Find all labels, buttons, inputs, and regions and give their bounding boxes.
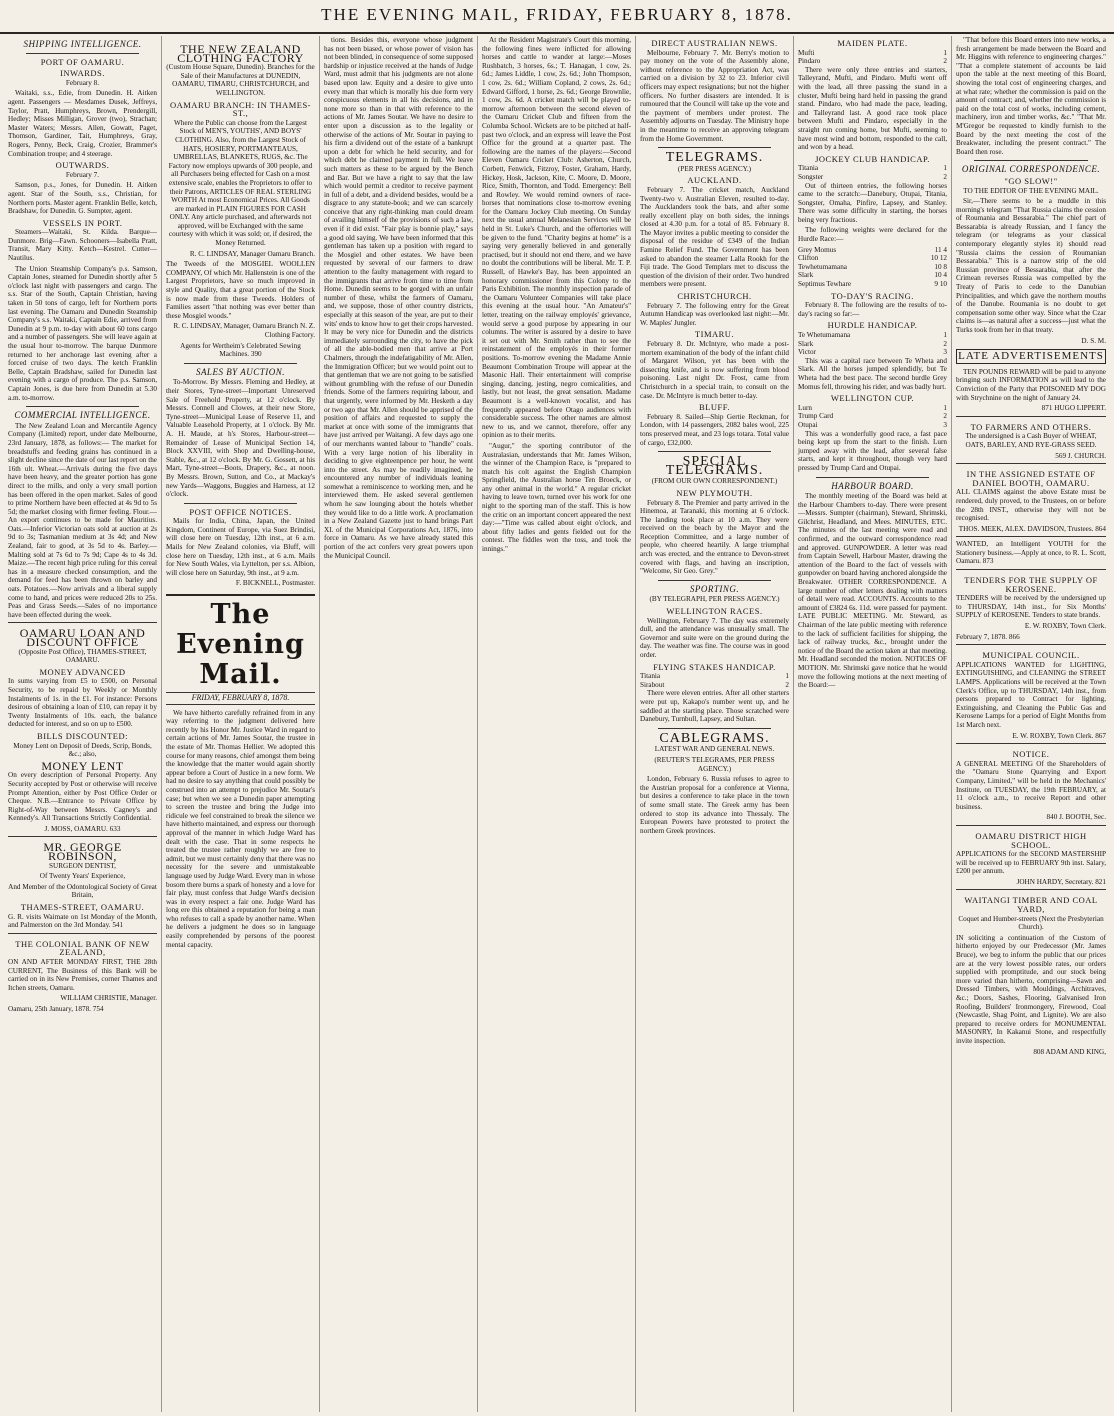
wellington-races-heading: WELLINGTON RACES.: [666, 606, 763, 617]
editorial-continued: tions. Besides this, everyone whose judgment has not been biased, or whose power of vision has not been blinded, in consequence of some supposed hardship or injustice received at the hands of Judge Ward, must admit that his judgments are not alone based upon law. Equity and a desire to give unto every man that which is morally his due form very conspicuous elements in all his decisions, and in none more so than in that with reference to the actions of Mr. James Soutar. We have no desire to enter upon a discussion as to the legality or otherwise of the actions of Mr. Soutar in paying to his firm a dividend out of the estate of a bankrupt upon a debt for which he held security, and for which debt he claimed payment in full. We leave such matters as these to be argued by the Bench and Bar. But we have a right to say that the law which would permit a creditor to receive payment in full of a debt, and a dividend besides, would be a disgrace to any statute-book; and we can scarcely conceive that any right-thinking man could dream of availing himself of the provisions of such a law, even if it did exist. "Fair play is bonnie play," says a good old saying. We have been informed that this gentleman has taken up a position with regard to the Mosgiel and other estates. We have been requested by several of our farmers to draw attention to the faulty management with regard to the immigrants that arrive from time to time from Home. Dunedin seems to be gorged with an unfair number of these, whilst the farmers of Oamaru, and, we suppose, those of other country districts, especially at this season of the year, are put to their wits' ends to know how to get their crops harvested. It may be very nice for Dunedin and the districts immediately surrounding the city, to have the pick of all the able-bodied men that arrive at Port Chalmers, through the indefatigability of Mr. Allen, the Immigration Officer; but we would point out to that gentleman that we are not going to be satisfied without grumbling with the refuse of our Dunedin friends. Some of the farmers requiring labour, and that urgently, were informed by Mr. Hesketh a day or two ago that Mr. Allen should be apprised of the position of affairs and requested to supply the market at once with some of the immigrants that have just arrived per Waitangi. A few days ago one of our merchants wanted labour to "handle" coals. With a very large notion of his liberality in deciding to give eighteenpence per hour, he went into the street. As may be readily imagined, he encountered any number of individuals leaning somewhat a reminiscence to working men, and he interviewed them. He asked several gentlemen whom he saw lounging about the hotels whether they would like to do a little work. A proclamation in a New Zealand Gazette just to hand brings Part XI. of the Municipal Corporations Act, 1876, into force in Oamaru. As we have already stated this portion of the act confers very great powers upon the Municipal Council.: [324, 36, 474, 560]
clothing-sub: (Custom House Square, Dunedin). Branches for the Sale of their Manufactures at DUNEDIN, OAMARU, TIMARU, CHRISTCHURCH, and WELLINGTON.: [166, 63, 315, 97]
outwards-date: February 7.: [65, 170, 100, 179]
estate-ad: [956, 463, 1106, 533]
special-telegrams-sub: (FROM OUR OWN CORRESPONDENT.): [651, 477, 778, 486]
notice-signature: 840 J. BOOTH, Sec.: [1046, 813, 1106, 822]
clothing-factory-ad: [166, 39, 315, 359]
result-row: Titania 1: [640, 672, 789, 681]
farmers-signature: 569 J. CHURCH.: [1055, 451, 1106, 460]
dentist-ad: [8, 836, 157, 929]
bank-title: THE COLONIAL BANK OF NEW ZEALAND,: [15, 938, 150, 958]
loan-office-ad: [8, 622, 157, 833]
cablegrams-text: London, February 6. Russia refuses to agree to the Austrian proposal for a conference at Vienna, but desires a conference to take place in the town of some small state. The Greek army has been ordered to stop its advance into Thessaly. The European Powers have protested to protect the northern Greek provinces.: [640, 775, 789, 835]
letter-to: TO THE EDITOR OF THE EVENING MAIL.: [963, 186, 1099, 195]
vessels-text: Steamers—Waitaki, St. Kilda. Barque—Dunmore. Brig—Fawn. Schooners—Isabella Pratt, Transit, Mary Kitty. Ketch—Kestrel. Cutter—Nautilus.: [8, 228, 157, 263]
port-heading: PORT OF OAMARU.: [40, 56, 125, 67]
kerosene-title: TENDERS FOR THE SUPPLY OF KEROSENE.: [964, 575, 1098, 594]
money-advanced-heading: MONEY ADVANCED: [39, 666, 126, 677]
auction-text: To-Morrow. By Messrs. Fleming and Hedley, at their Stores, Tyne-street—Important Unreserved Sale of Freehold Property, at 12 o'clock. By Messrs. Connell and Clowes, at their new Store, Tyne-street—Municipal Lease of Reserve 11, and Valuable Leasehold Property, at 1 o'clock. By Mr. A. H. Maude, at h's Stores, Harbour-street—Remainder of Lease of Municipal Section 14, Block XXVIII, with Shop and Dwelling-house, Stable, &c., at 12 o'clock. By Mr. G. Gossett, at his Mart, Tyne-street—Boots, Drapery, &c., at noon. By Messrs. Brown, Sutton, and Co., at Mackay's new Yards—Waggons, Buggies and Harness, at 12 o'clock.: [166, 378, 315, 499]
result-row: Sirabout 2: [640, 680, 789, 689]
timber-yard-ad: [956, 889, 1106, 1056]
clothing-branch: OAMARU BRANCH: IN THAMES-ST.,: [169, 99, 312, 119]
inwards-date: February 8.: [65, 78, 100, 87]
special-telegrams-heading: SPECIAL TELEGRAMS.: [665, 454, 764, 478]
wanted-text: WANTED, an Intelligent YOUTH for the Stationery business.—Apply at once, to R. L. Scott, Oamaru. 873: [956, 540, 1106, 566]
notice-ad: [956, 743, 1106, 822]
estate-title: IN THE ASSIGNED ESTATE OF DANIEL BOOTH, OAMARU.: [966, 469, 1096, 488]
hurdle-text: This was a capital race between Te Wheta and Slark. All the horses jumped splendidly, but Te Wheta had the best pace. The second hurdle Grey Momus fell, throwing his rider, and was badly hurt.: [798, 356, 947, 391]
kerosene-signature: E. W. ROXBY, Town Clerk.: [1024, 622, 1106, 631]
wellington-cup-text: This was a wonderfully good race, a fast pace being kept up from the start to the finish. Lurn jumped away with the lead, after several false starts, and kept it throughout, though very hard pressed by Trump Card and Otupai.: [798, 429, 947, 472]
auction-heading: SALES BY AUCTION.: [195, 366, 286, 377]
school-signature: JOHN HARDY, Secretary. 821: [1016, 877, 1106, 886]
school-title: OAMARU DISTRICT HIGH SCHOOL.: [975, 830, 1087, 850]
cablegrams-agency: (REUTER'S TELEGRAMS, PER PRESS AGENCY.): [654, 755, 775, 773]
loan-ad-sub: (Opposite Post Office), THAMES-STREET, OAMARU.: [18, 647, 147, 665]
outwards-text: Samson, p.s., Jones, for Dunedin. H. Aitken agent. Star of the South, s.s., Christian, for Northern ports. Master agent. Franklin Belle, ketch, Bradshaw, for Dunedin. G. Sumpter, agent.: [8, 181, 157, 216]
timber-sub: Coquet and Humber-streets (Next the Presbyterian Church).: [958, 914, 1104, 932]
weights-intro: The following weights were declared for the Hurdle Race:—: [798, 226, 947, 244]
harbour-board-continued: "That before this Board enters into new works, a fresh arrangement be made between the Board and Mr. Higgins with reference to engineering charges." "That a complete statement of accounts be laid upon the table at the next meeting of this Board, showing the total cost of engineering charges, and at what rate; whether the commission is paid on the amount of contract; and, whether the commission is paid on the total cost of works, including cement, machinery, iron and timber works, &c." "That Mr. M'Gregor be requested to kindly furnish to the Board by the next meeting the cost of the Breakwater, including the present contract." The Board then rose.: [956, 36, 1106, 156]
bills-text: Money Lent on Deposit of Deeds, Scrip, Bonds, &c.; also,: [13, 741, 152, 759]
auckland-heading: AUCKLAND.: [687, 175, 742, 186]
masthead: THE EVENING MAIL, FRIDAY, FEBRUARY 8, 1878.: [0, 0, 1114, 34]
todays-racing-text: February 8. The following are the results of to-day's racing so far:—: [798, 301, 947, 318]
telegrams-sub: (PER PRESS AGENCY.): [677, 164, 752, 173]
column-5: [636, 36, 794, 1412]
kerosene-tender-ad: [956, 569, 1106, 641]
weight-row: Septimus Tewhare 9 10: [798, 280, 947, 289]
dentist-member: And Member of the Odontological Society of Great Britain,: [8, 882, 157, 900]
weight-row: Clifton 10 12: [798, 254, 947, 263]
timber-title: WAITANGI TIMBER AND COAL YARD,: [964, 895, 1098, 915]
clothing-title: THE NEW ZEALAND CLOTHING FACTORY: [177, 42, 304, 65]
timaru-text: February 8. Dr. McIntyre, who made a post-mortem examination of the body of the infant child of Margaret Wilson, yet has been with the dissecting knife, and is now suffering from blood poisoning. Last night Dr. Frost, came from Christchurch in a special train, to consult on the case. Dr. McIntyre is much better to-day.: [640, 340, 789, 400]
outwards-heading: OUTWARDS.: [55, 160, 110, 171]
dentist-experience: Of Twenty Years' Experience,: [39, 872, 126, 881]
post-office-text: Mails for India, China, Japan, the United Kingdom, Continent of Europe, via Suez Brindisi, will close here on Tuesday, 12th inst., at 6 a.m. Mails for New Zealand colonies, via Bluff, will close here on Tuesday, 12th inst., at 6 a.m. Mails for New South Wales, via Lyttelton, per s.s. Albion, will close here on Saturday, 9th inst., at 9 a.m.: [166, 517, 315, 577]
loan-signature: J. MOSS, OAMARU. 633: [44, 824, 121, 833]
sporting-sub: (BY TELEGRAPH, PER PRESS AGENCY.): [649, 595, 780, 604]
council-title: MUNICIPAL COUNCIL.: [982, 650, 1080, 661]
clothing-text: Where the Public can choose from the Largest Stock of MEN'S, YOUTHS', AND BOYS' CLOTHING. Also, from the Largest Stock of HATS, HOSIERY, PORTMANTEAUS, UMBRELLAS, BLANKETS, RUGS, &c. The Factory now employs upwards of 300 people, and all Purchasers being effected for Cash on a most extensive scale, enables the Proprietors to offer to their Patrons, ARTICLES OF REAL STERLING WORTH At most Economical Prices. All Goods are marked in PLAIN FIGURES FOR CASH ONLY. Any article purchased, and afterwards not approved, will be Exchanged with the same courtesy with which it was sold; or, if desired, the Money Returned.: [168, 118, 313, 248]
wanted-ad: [956, 536, 1106, 566]
school-ad: [956, 825, 1106, 887]
letter-title: "GO SLOW!": [1004, 175, 1058, 186]
result-row: Mufti 1: [798, 48, 947, 57]
notice-title: NOTICE.: [1012, 749, 1050, 760]
column-3: [320, 36, 478, 1412]
column-4: [478, 36, 636, 1412]
letter-signature: D. S. M.: [1081, 336, 1106, 345]
bluff-heading: BLUFF.: [699, 402, 730, 413]
post-office-signature: F. BICKNELL, Postmaster.: [235, 579, 315, 588]
municipal-council-ad: [956, 644, 1106, 740]
council-text: APPLICATIONS WANTED for LIGHTING, EXTINGUISHING, and CLEANING the STREET LAMPS. Applications will be received at the Town Clerk's Office, up to THURSDAY, 14th inst., from persons prepared to Contract for lighting, Extinguishing, and Cleaning the Public Gas and Kerosene Lamps for a period of Eight Months from 1st March next.: [956, 660, 1106, 729]
result-row: Otupai 3: [798, 420, 947, 429]
weight-row: Slark 10 4: [798, 271, 947, 280]
wertheim-text: Agents for Wertheim's Celebrated Sewing Machines. 390: [180, 341, 301, 359]
commercial-text: The New Zealand Loan and Mercantile Agency Company (Limited) report, under date Melbourne, 23rd January, 1878, as follows:— The market for breadstuffs and feeding grains has continued in a slight decline since the date of our last report on the 16th ult. Wheat.—Arrivals during the five days have been heavy, and the greater portion has gone direct to the mills, and only a very small portion has been offered in the open market. Sales of good to prime Northern have been effected at 4s 9d to 5s 5d; the market closing with firmer feeling. Flour.—An export continues to be made for Mauritius. Oats.—Inferior Victorian oats sold at auction at 2s 9d to 3s; Tasmanian medium at 3s 4d; and New Zealand, fair to good, at 3s 5d to 4s. Barley.—Malting sold at 7s 6d to 7s 9d; Cape 4s to 4s 3d. Maize.—The recent high price ruling for this cereal has in a measure checked consumption, and the demand for feed has been thrown on barley and oats. Potatoes.—Now arrivals and a liberal supply come to hand, and prices were reduced 20s to 25s. Peas and Grass Seeds.—Sales of no importance have been effected during the week.: [8, 421, 157, 619]
bluff-text: February 8. Sailed—Ship Gertie Reckman, for London, with 14 passengers, 2082 bales wool, 225 tons preserved meat, and 23 logs totara. Total value of cargo, £32,000.: [640, 412, 789, 447]
timaru-heading: TIMARU.: [694, 329, 735, 340]
result-row: Victor 3: [798, 348, 947, 357]
post-office-heading: POST OFFICE NOTICES.: [189, 506, 292, 517]
kerosene-date: February 7, 1878. 866: [956, 632, 1020, 641]
hurdle-heading: HURDLE HANDICAP.: [827, 320, 918, 331]
dentist-name: MR. GEORGE ROBINSON,: [43, 840, 122, 864]
result-row: Pindaro 2: [798, 57, 947, 66]
christchurch-text: February 7. The following entry for the Great Autumn Handicap was overlooked last night:—Mr. W. Maples' Jungler.: [640, 301, 789, 327]
cablegrams-heading: CABLEGRAMS.: [659, 730, 770, 746]
paper-dateline: FRIDAY, FEBRUARY 8, 1878.: [166, 692, 315, 705]
local-news-text: At the Resident Magistrate's Court this morning, the following fines were inflicted for allowing horses and cattle to wander at large:—Moses Rushbatch, 3 horses, 6s.; T. Hanagan, 1 cow, 2s. 6d.; James Liddle, 1 cow, 2s. 6d.; John Thompson, 1 cow, 2s. 6d.; William Copland, 2 cows, 2s. 6d.; Edward Gifford, 1 horse, 2s. 6d.; George Brownlie, 1 cow, 2s. 6d. A cricket match will be played to-morrow afternoon between the second eleven of the Oamaru Cricket Club and fifteen from the Columba School. Wickets are to be pitched at half-past two o'clock, and an express will leave the Post Office for the ground at a quarter past. The following are the names of the players:—Second Eleven Oamaru Cricket Club: Asherton, Church, Corbett, Fenwick, Fitzroy, Foster, Graham, Hardy, Hickey, Hosk, Jackson, Kite, C. Moore, D. Moore, Rice, Smith, Thornton, and Todd. Emergency: Bell and Rowley. We would remind owners of race-horses that nominations close to-morrow evening for the Oamaru Jockey Club meeting. On Sunday next the usual annual Melanesian Services will be held in St. Luke's Church, and the offertories will be given to the fund. "Charity begins at home" is a saying very generally believed in and generally practised, but it should not end there, and we have no doubt the contributions will be liberal. Mr. T. P. Russell, of Hawke's Bay, has been appointed an honorary commissioner from this Colony to the Paris Exhibition. The monthly inspection parade of the Oamaru Volunteer Companies will take place this evening at the usual hour. "An Amateur's" letter, treating on the railway employés' grievance, would serve a good purpose by appearing in our columns. The writer is assured by a desire to have it set out with Mr. Smith rather than to see the reinstatement of the employés in their former positions. To-morrow evening the Madame Annie Beaumont Combination Troupe will appear at the Masonic Hall. Their entertainment will comprise singing, dancing, jesting, negro comicalities, and lastly, but not least, the great sensation. Madame Beaumont is a well-known vocalist, and has frequently appeared before Otago audiences with considerable success. The other names are almost new to us, and we cannot, therefore, offer any opinion as to their merits.: [482, 36, 631, 440]
harbour-board-heading: HARBOUR BOARD.: [831, 480, 914, 491]
bank-date: Oamaru, 25th January, 1878. 754: [8, 1004, 104, 1013]
dentist-visits: G. R. visits Waimate on 1st Monday of the Month, and Palmerston on the 3rd Monday. 541: [8, 912, 157, 930]
christchurch-heading: CHRISTCHURCH.: [677, 291, 752, 302]
vessels-heading: VESSELS IN PORT.: [42, 217, 123, 228]
notice-text: A GENERAL MEETING Of the Shareholders of the "Oamaru Stone Quarrying and Export Company, Limited," will be held in the Mechanics' Institute, on TUESDAY, the 19th FEBRUARY, at 11 o'clock a.m., to receive Report and other business.: [956, 759, 1106, 811]
sporting-heading: SPORTING.: [689, 583, 740, 594]
column-1: [4, 36, 162, 1412]
shipping-notes: The Union Steamship Company's p.s. Samson, Captain Jones, steamed for Dunedin shortly after 5 o'clock last night with passengers and cargo. The s.s. Star of the South, Captain Christian, having taken in 50 tons of cargo, left for Northern ports last evening. The Oamaru and Dunedin Steamship Company's s.s. Waitaki, Captain Edie, arrived from Dunedin at 9 p.m. to-day with about 60 tons cargo and a number of passengers. She will leave again at the usual hour to-morrow. The barque Dunmore returned to her anchorage last evening after a forced cruise of two days. The ketch Franklin Belle, Captain Bradshaw, sailed for Dunedin last evening with a cargo of produce. The p.s. Samson, Captain Jones, is due here from Dunedin at 5.30 a.m. to-morrow.: [8, 264, 157, 402]
cablegrams-sub: LATEST WAR AND GENERAL NEWS.: [654, 745, 775, 754]
farmers-title: TO FARMERS AND OTHERS.: [970, 421, 1092, 432]
estate-text: ALL CLAIMS against the above Estate must be rendered, duly proved, to the Trustees, on or before the 28th INST., otherwise they will not be recognised.: [956, 488, 1106, 523]
jockey-club-text: Out of thirteen entries, the following horses came to the scratch:—Danebury, Otupai, Titania, Songster, Omaha, Pinfire, Lapsey, and Stanley. There was some difficulty in starting, the horses being very fractious.: [798, 181, 947, 224]
clothing-signature: R. C. LINDSAY, Manager Oamaru Branch.: [189, 249, 315, 258]
reward-ad-text: TEN POUNDS REWARD will be paid to anyone bringing such INFORMATION as will lead to the Conviction of the Party that POISONED MY DOG with Strychnine on the night of January 24.: [956, 367, 1106, 402]
harbour-board-text: The monthly meeting of the Board was held at the Harbour Chambers to-day. There were present—Messrs. Sumpter (chairman), Steward, Shrimski, Gilchrist, Headland, and Mees. MINUTES, ETC. The minutes of the last meeting were read and confirmed, and the outward correspondence read and approved. GUNPOWDER. A letter was read from Captain Sewell, Harbour Master, drawing the attention of the Board to the fact of vessels with gunpowder on board having anchored alongside the Breakwater. OTHER CORRESPONDENCE. A large number of other letters dealing with matters of detail were read. ACCOUNTS. Accounts to the amount of £3824 6s. 11d. were passed for payment. LATE PUBLIC MEETING. Mr. Steward, as Chairman of the late public meeting with reference to the lack of sufficient facilities for shipping, the lack of railway trucks, &c., brought under the notice of the Board the action taken at that meeting. Mr. Headland seconded the motion. NOTICES OF MOTION. Mr. Shrimski gave notice that he would move the following motions at the next meeting of the Board:—: [798, 492, 947, 690]
weight-row: Tewhetumamana 10 8: [798, 262, 947, 271]
money-lent-text: On every description of Personal Property. Any Security accepted by Post or otherwise will receive Prompt Attention, either by Post Office Order or Cheque. N.B.—Entrance to Private Office by Right-of-Way between Messrs. Cagney's and Kennedy's. All Transactions Strictly Confidential.: [8, 771, 157, 823]
result-row: Titania 1: [798, 164, 947, 173]
bank-signature: WILLIAM CHRISTIE, Manager.: [60, 994, 157, 1003]
money-lent-heading: MONEY LENT: [41, 758, 124, 773]
paper-title: The Evening Mail.: [166, 594, 315, 690]
inwards-text: Waitaki, s.s., Edie, from Dunedin. H. Aitken agent. Passengers — Mesdames Dusek, Jeffreys, Taylor, Pratt, Humphreys, Brown, Prendergill, Hedley; Misses Milligan, Grover (two), Strachan; Master Waters; Messrs. Allen, Gowatt, Paget, Thomson, Gardiner, Tait, Humphreys, Gray, Rogers, Penny, Beck, Craig, Crozier, Brammer's Combination troupe; and 4 steerage.: [8, 89, 157, 158]
farmers-text: The undersigned is a Cash Buyer of WHEAT, OATS, BARLEY, AND RYE-GRASS SEED.: [965, 432, 1097, 449]
new-plymouth-heading: NEW PLYMOUTH.: [676, 487, 753, 498]
timber-text: IN soliciting a continuation of the Custom of hitherto enjoyed by our Predecessor (Mr. James Bruce), we beg to inform the public that our prices are at the very lowest possible rates, our orders supplied with promptitude, and our stock being more varied than hitherto, comprising—Sawn and Dressed Timbers, with Mouldings, Architraves, &c.; Doors, Sashes, Flooring, Galvanised Iron Roofing, Builders' Ironmongery, Firewood, Coal (Newcastle, Shag Point, and Lignite). We are also prepared to receive orders for MONUMENTAL MASONRY, In Kakanui Stone, and respectfully invite inspection.: [956, 933, 1106, 1045]
direct-news-heading: DIRECT AUSTRALIAN NEWS.: [651, 38, 778, 48]
editorial-text: We have hitherto carefully refrained from in any way referring to the judgment delivered here recently by his Honor Mr. Justice Ward in regard to certain actions of Mr. James Soutar, the trustee in the estate of Mr. Thomas Hellier. We adopted this course for many reasons, chief amongst them being the knowledge that the matter would again shortly appear before a Court of Justice in a new form. We had no desire to say anything that could possibly be construed into an attempt to prejudice Mr. Soutar's case; but when we see a Dunedin paper attempting to screen the trustee and bring the Judge into ridicule we feel constrained to break the silence we have hitherto maintained, and express our thorough approval of the manner in which Judge Ward has dealt with the case. That in some respects he treated the trustee rather roughly we are free to admit, but we must certainly deny that there was no necessity for the severe and unmistakeable language used by Judge Ward. Every man in whose bosom there burns a spark of honesty and a love for fair play, must confess that Judge Ward's decision was in every respect a fair one. Judge Ward has long ere this obtained a reputation for being a man who refuses to call a spade by another name. When he delivers a judgment he does so in language easily comprehended by persons of the poorest mental capacity.: [166, 708, 315, 949]
farmers-ad: [956, 416, 1106, 460]
flying-stakes-heading: FLYING STAKES HANDICAP.: [653, 661, 776, 672]
loan-ad-text: In sums varying from £5 to £500, on Personal Security, to be repaid by Weekly or Monthly Instalments of 1s. in the £1. For instance: Persons desirous of obtaining a loan of £10, can repay it by Twenty Instalments of 10s. each, the balance deducted for interest, and so on up to £500.: [8, 677, 157, 729]
column-7: [952, 36, 1110, 1412]
school-text: APPLICATIONS for the SECOND MASTERSHIP will be received up to FEBRUARY 9th inst. Salary, £200 per annum.: [956, 850, 1106, 876]
column-2: [162, 36, 320, 1412]
timber-signature: 808 ADAM AND KING,: [1033, 1047, 1106, 1056]
tweeds-signature: R. C. LINDSAY, Manager, Oamaru Branch N. Z. Clothing Factory.: [173, 322, 315, 339]
kerosene-text: TENDERS will be received by the undersigned up to THURSDAY, 14th inst., for Six Months' SUPPLY of KEROSENE. Tenders to state brands.: [956, 594, 1106, 620]
bank-text: ON AND AFTER MONDAY FIRST, THE 28th CURRENT, The Business of this Bank will be carried on in its New Premises, corner Thames and Itchen streets, Oamaru.: [8, 958, 157, 992]
result-row: Te Whetumamana 1: [798, 331, 947, 339]
weight-row: Grey Momus 11 4: [798, 245, 947, 254]
result-row: Trump Card 2: [798, 412, 947, 421]
jockey-club-heading: JOCKEY CLUB HANDICAP.: [815, 153, 930, 164]
result-row: Lurn 1: [798, 403, 947, 412]
tweeds-text: The Tweeds of the MOSGIEL WOOLLEN COMPANY, Of which Mr. Hallenstein is one of the Largest Proprietors, have so much improved in style and Quality, that a great portion of the Stock is now made from these Tweeds. Holders of Families assert "that nothing was ever better than these Mosgiel woods.": [166, 260, 315, 320]
newspaper-columns: [4, 36, 1110, 1412]
result-row: Songster 2: [798, 172, 947, 181]
maiden-plate-text: There were only three entries and starters, Talleyrand, Mufti, and Pindaro. Mufti went off with the lead, all three passing the stand in a cluster, Mufti being hard held in passing the grand stand. Pindaro, who had made the pace, leading, and Talleyrand last. A good race took place between Mufti and Pindaro, especially in the straight run coming home, but Mufti, seeming to have most wind and bottom, responded to the call, and won by a head.: [798, 65, 947, 152]
direct-news-text: Melbourne, February 7. Mr. Berry's motion to pay money on the vote of the Assembly alone, without reference to the Appropriation Act, was carried on a division by 32 to 23. Inferior civil officers may expect resignations; but not the higher officers. No further disasters are intended. It is rumoured that the Council will take up the vote and the payment of members under protest. The Assembly adjourns on Tuesday. The Ministry hope in the meantime to receive an approving telegram from the Home Government.: [640, 48, 789, 143]
commercial-heading: COMMERCIAL INTELLIGENCE.: [14, 410, 151, 421]
new-plymouth-text: February 8. The Premier and party arrived in the Hinemoa, at Taranaki, this morning at 6 o'clock. The landing took place at 10 a.m. They were received on the beach by the Mayor and the Reception Committee, and a large number of people, who cheered heartily. A large triumphal arch was erected, and the entrance to Devon-street covered with flags, and having an inscription, "Welcome, Sir Geo. Grey.": [640, 498, 789, 576]
late-advertisements-banner: LATE ADVERTISEMENTS: [956, 349, 1106, 364]
wellington-cup-heading: WELLINGTON CUP.: [830, 393, 915, 404]
telegrams-heading: TELEGRAMS.: [665, 150, 764, 166]
todays-racing-heading: TO-DAY'S RACING.: [831, 290, 914, 301]
council-signature: E. W. ROXBY, Town Clerk. 867: [1012, 731, 1106, 740]
augur-text: "Augur," the sporting contributor of the Australasian, understands that Mr. James Wilson, the winner of the Champion Race, is "prepared to match his colt against the English Champion Springfield, the Australian horse Ten Broeck, or any other animal in the world." A regular cricket having to leave town, turned over his work for one night to the sporting man of the staff. This is how the critic on an important concert appeared the next day:—"Time was called about eight o'clock, and about fifty ladies and gents fielded out for the contest. The fiddles won the toss, and took the innings.": [482, 441, 631, 554]
column-6: [794, 36, 952, 1412]
flying-stakes-text: There were eleven entries. After all other starters were put up, Kakapo's number went up, and he saddled at the starting place. Those scratched were Danebury, Turnbull, Lapsey, and Sultan.: [640, 689, 789, 724]
dentist-address: THAMES-STREET, OAMARU.: [20, 902, 145, 913]
auckland-text: February 7. The cricket match, Auckland Twenty-two v. Australian Eleven, resulted to-day. The Aucklanders took the bats, and after some really excellent play on both sides, the innings closed at 4.30 p.m. for a total of 85. February 8. The Mayor invites a public meeting to consider the disposal of the residue of £349 of the Indian Famine Relief Fund. The Government has been asked to abandon the steamer Lalla Rookh for the Fiji trade. The Good Templars met to discuss the question of the division of their order. Two hundred members were present.: [640, 185, 789, 289]
wellington-races-text: Wellington, February 7. The day was extremely dull, and the attendance was unusually small. The Governor and suite were on the ground during the day. The weather was fine. The course was in good order.: [640, 616, 789, 659]
dentist-title: SURGEON DENTIST,: [49, 861, 116, 870]
result-row: Slark 2: [798, 339, 947, 348]
colonial-bank-ad: [8, 933, 157, 1014]
loan-ad-title: OAMARU LOAN AND DISCOUNT OFFICE: [19, 626, 146, 649]
reward-ad-signature: 871 HUGO LIPPERT.: [1041, 404, 1106, 413]
maiden-plate-heading: MAIDEN PLATE.: [837, 38, 908, 48]
inwards-heading: INWARDS.: [60, 68, 105, 79]
shipping-heading: SHIPPING INTELLIGENCE.: [23, 39, 142, 49]
letter-text: Sir,—There seems to be a muddle in this morning's telegram "That Russia claims the cession of Roumania and Bessarabia." The chief part of Bessarabia is already Russian, and I fancy the telegram (or telegrams as your classical contemporary elegantly styles it) should read "Russia claims the cession of Roumanian Bessarabia." This is a narrow strip of the old Russian province of Bessarabia, that after the Crimean reverses Russia was compelled by the Treaty of Paris to cede to the Danubian Principalities, and which gave the northern mouths of the Danube. Roumania is no doubt to get compensation some other way. Since what the Czar claims is—as natural after a success—just what the Turks took from her in that treaty.: [956, 197, 1106, 334]
bills-heading: BILLS DISCOUNTED:: [37, 730, 128, 741]
correspondence-heading: ORIGINAL CORRESPONDENCE.: [961, 164, 1101, 175]
estate-signature: THOS. MEEK, ALEX. DAVIDSON, Trustees. 864: [958, 524, 1106, 533]
